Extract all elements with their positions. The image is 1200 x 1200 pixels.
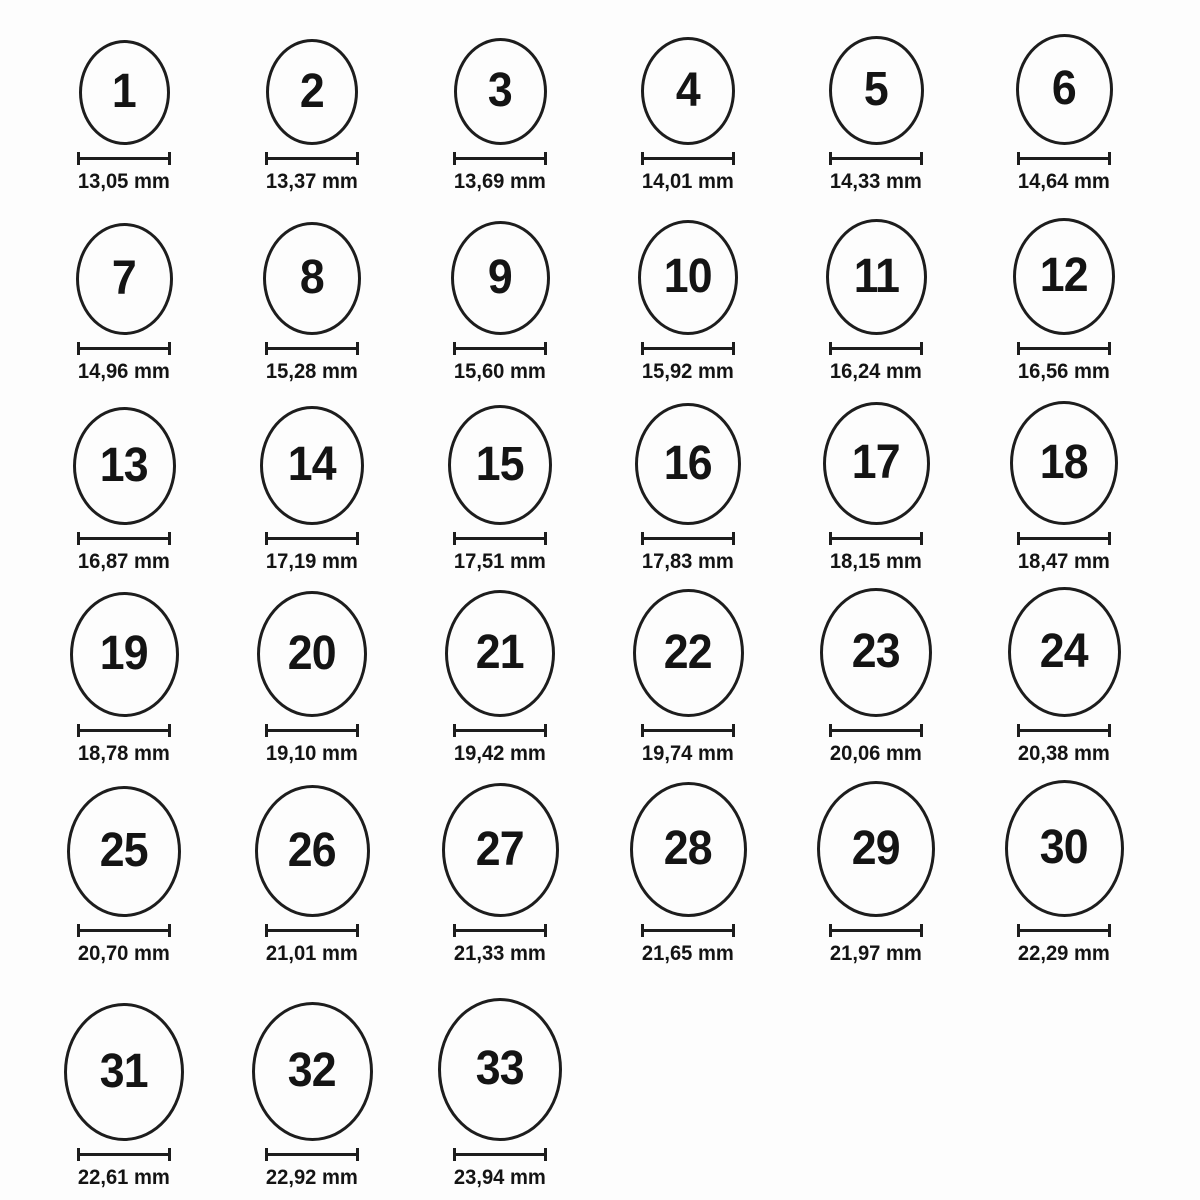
ring-size-cell xyxy=(782,588,970,766)
diameter-ruler xyxy=(77,1148,171,1161)
size-circle xyxy=(79,40,170,145)
size-circle xyxy=(438,998,562,1141)
diameter-label: 18,15 mm xyxy=(830,549,922,573)
size-number: 24 xyxy=(1040,624,1088,678)
size-number: 6 xyxy=(1052,62,1076,116)
size-circle xyxy=(260,406,364,525)
diameter-label: 18,78 mm xyxy=(78,741,170,765)
size-circle xyxy=(64,1003,184,1141)
size-number: 31 xyxy=(100,1044,148,1098)
size-number: 17 xyxy=(852,436,900,490)
size-number: 29 xyxy=(852,821,900,875)
size-circle xyxy=(633,589,744,717)
size-circle xyxy=(638,220,738,335)
size-circle xyxy=(445,590,555,717)
diameter-ruler xyxy=(641,532,735,545)
diameter-ruler xyxy=(265,724,359,737)
diameter-ruler xyxy=(829,342,923,355)
ring-size-cell xyxy=(218,1002,406,1190)
diameter-ruler xyxy=(77,532,171,545)
size-number: 15 xyxy=(476,437,524,491)
diameter-label: 14,96 mm xyxy=(78,359,170,383)
size-circle xyxy=(263,222,361,335)
diameter-ruler xyxy=(1017,532,1111,545)
size-number: 28 xyxy=(664,822,712,876)
diameter-label: 13,37 mm xyxy=(266,169,358,193)
size-number: 22 xyxy=(664,625,712,679)
diameter-label: 16,87 mm xyxy=(78,549,170,573)
size-number: 3 xyxy=(488,64,512,118)
diameter-label: 22,92 mm xyxy=(266,1165,358,1189)
ring-size-cell xyxy=(30,223,218,384)
diameter-label: 21,33 mm xyxy=(454,941,546,965)
size-circle xyxy=(442,783,559,917)
ring-size-cell xyxy=(970,218,1158,384)
diameter-ruler xyxy=(641,342,735,355)
diameter-label: 14,01 mm xyxy=(642,169,734,193)
ring-size-cell xyxy=(970,587,1158,766)
chart-row xyxy=(30,194,1158,384)
ring-size-cell xyxy=(218,406,406,574)
size-number: 8 xyxy=(300,251,324,305)
ring-size-cell xyxy=(594,37,782,194)
diameter-label: 21,01 mm xyxy=(266,941,358,965)
diameter-ruler xyxy=(77,152,171,165)
size-number: 20 xyxy=(288,626,336,680)
diameter-label: 13,69 mm xyxy=(454,169,546,193)
size-number: 19 xyxy=(100,627,148,681)
ring-size-cell xyxy=(970,780,1158,966)
size-circle xyxy=(1016,34,1113,145)
size-number: 30 xyxy=(1040,821,1088,875)
ring-size-cell xyxy=(594,403,782,574)
ring-size-cell xyxy=(406,38,594,194)
ring-size-cell xyxy=(782,781,970,966)
size-circle xyxy=(448,405,552,525)
size-circle xyxy=(1005,780,1124,917)
ring-size-cell xyxy=(30,40,218,194)
ring-size-cell xyxy=(782,219,970,384)
size-circle xyxy=(67,786,181,917)
diameter-label: 21,97 mm xyxy=(830,941,922,965)
diameter-label: 18,47 mm xyxy=(1018,549,1110,573)
chart-row xyxy=(30,766,1158,966)
diameter-ruler xyxy=(641,152,735,165)
ring-size-cell xyxy=(406,783,594,966)
diameter-ruler xyxy=(829,532,923,545)
ring-size-cell xyxy=(218,222,406,384)
size-number: 12 xyxy=(1040,249,1088,303)
ring-size-cell xyxy=(406,221,594,384)
diameter-label: 16,56 mm xyxy=(1018,359,1110,383)
diameter-ruler xyxy=(77,724,171,737)
size-circle xyxy=(635,403,741,525)
size-circle xyxy=(451,221,550,335)
diameter-ruler xyxy=(453,924,547,937)
size-circle xyxy=(73,407,176,525)
chart-row xyxy=(30,384,1158,574)
diameter-ruler xyxy=(453,342,547,355)
size-number: 4 xyxy=(676,63,700,117)
size-number: 33 xyxy=(476,1042,524,1096)
diameter-ruler xyxy=(77,924,171,937)
diameter-label: 14,64 mm xyxy=(1018,169,1110,193)
size-circle xyxy=(1010,401,1118,525)
ring-size-cell xyxy=(30,1003,218,1190)
size-number: 32 xyxy=(288,1044,336,1098)
diameter-label: 13,05 mm xyxy=(78,169,170,193)
size-number: 25 xyxy=(100,824,148,878)
diameter-label: 20,70 mm xyxy=(78,941,170,965)
diameter-label: 16,24 mm xyxy=(830,359,922,383)
size-circle xyxy=(630,782,747,917)
chart-row xyxy=(30,10,1158,194)
chart-row xyxy=(30,966,1158,1190)
diameter-ruler xyxy=(265,532,359,545)
ring-size-cell xyxy=(218,785,406,966)
ring-size-cell xyxy=(594,220,782,384)
diameter-label: 19,42 mm xyxy=(454,741,546,765)
ring-size-cell xyxy=(782,402,970,574)
size-number: 23 xyxy=(852,625,900,679)
ring-size-cell xyxy=(406,405,594,574)
diameter-label: 22,61 mm xyxy=(78,1165,170,1189)
size-number: 16 xyxy=(664,436,712,490)
diameter-ruler xyxy=(453,152,547,165)
diameter-ruler xyxy=(265,1148,359,1161)
diameter-ruler xyxy=(1017,924,1111,937)
diameter-ruler xyxy=(77,342,171,355)
size-circle xyxy=(252,1002,373,1141)
diameter-label: 23,94 mm xyxy=(454,1165,546,1189)
diameter-label: 14,33 mm xyxy=(830,169,922,193)
ring-size-cell xyxy=(30,407,218,574)
size-circle xyxy=(829,36,924,145)
diameter-ruler xyxy=(829,724,923,737)
size-number: 10 xyxy=(664,250,712,304)
chart-row xyxy=(30,574,1158,766)
size-number: 7 xyxy=(112,251,136,305)
ring-size-cell xyxy=(594,782,782,966)
diameter-label: 15,28 mm xyxy=(266,359,358,383)
size-circle xyxy=(823,402,930,525)
size-circle xyxy=(1013,218,1115,335)
diameter-label: 17,83 mm xyxy=(642,549,734,573)
size-number: 5 xyxy=(864,63,888,117)
diameter-label: 20,06 mm xyxy=(830,741,922,765)
size-circle xyxy=(1008,587,1121,717)
ring-size-cell xyxy=(218,39,406,194)
size-circle xyxy=(266,39,358,145)
diameter-ruler xyxy=(641,724,735,737)
ring-size-cell xyxy=(218,591,406,766)
ring-size-cell xyxy=(782,36,970,194)
diameter-label: 17,51 mm xyxy=(454,549,546,573)
size-circle xyxy=(257,591,367,717)
diameter-label: 21,65 mm xyxy=(642,941,734,965)
diameter-ruler xyxy=(1017,152,1111,165)
size-number: 11 xyxy=(853,249,899,303)
diameter-label: 19,10 mm xyxy=(266,741,358,765)
size-number: 21 xyxy=(476,626,524,680)
size-circle xyxy=(454,38,547,145)
ring-size-cell xyxy=(406,590,594,766)
diameter-label: 17,19 mm xyxy=(266,549,358,573)
diameter-label: 15,60 mm xyxy=(454,359,546,383)
size-number: 13 xyxy=(100,438,148,492)
diameter-label: 15,92 mm xyxy=(642,359,734,383)
size-number: 9 xyxy=(488,250,512,304)
size-number: 1 xyxy=(112,65,136,119)
diameter-ruler xyxy=(265,924,359,937)
diameter-ruler xyxy=(1017,724,1111,737)
diameter-ruler xyxy=(829,152,923,165)
size-number: 2 xyxy=(300,64,324,118)
diameter-ruler xyxy=(453,724,547,737)
diameter-ruler xyxy=(265,342,359,355)
diameter-ruler xyxy=(829,924,923,937)
size-circle xyxy=(817,781,935,917)
diameter-ruler xyxy=(265,152,359,165)
size-circle xyxy=(255,785,370,917)
size-number: 18 xyxy=(1040,435,1088,489)
diameter-label: 20,38 mm xyxy=(1018,741,1110,765)
size-number: 27 xyxy=(476,822,524,876)
ring-size-cell xyxy=(594,589,782,766)
ring-size-cell xyxy=(30,786,218,966)
size-number: 26 xyxy=(288,823,336,877)
size-circle xyxy=(826,219,927,335)
diameter-ruler xyxy=(641,924,735,937)
size-number: 14 xyxy=(288,438,336,492)
diameter-label: 22,29 mm xyxy=(1018,941,1110,965)
diameter-label: 19,74 mm xyxy=(642,741,734,765)
size-circle xyxy=(70,592,179,717)
size-circle xyxy=(820,588,932,717)
ring-size-cell xyxy=(406,998,594,1190)
size-circle xyxy=(641,37,735,145)
diameter-ruler xyxy=(453,532,547,545)
size-circle xyxy=(76,223,173,335)
ring-size-cell xyxy=(30,592,218,766)
ring-size-cell xyxy=(970,34,1158,194)
diameter-ruler xyxy=(453,1148,547,1161)
ring-size-cell xyxy=(970,401,1158,574)
diameter-ruler xyxy=(1017,342,1111,355)
